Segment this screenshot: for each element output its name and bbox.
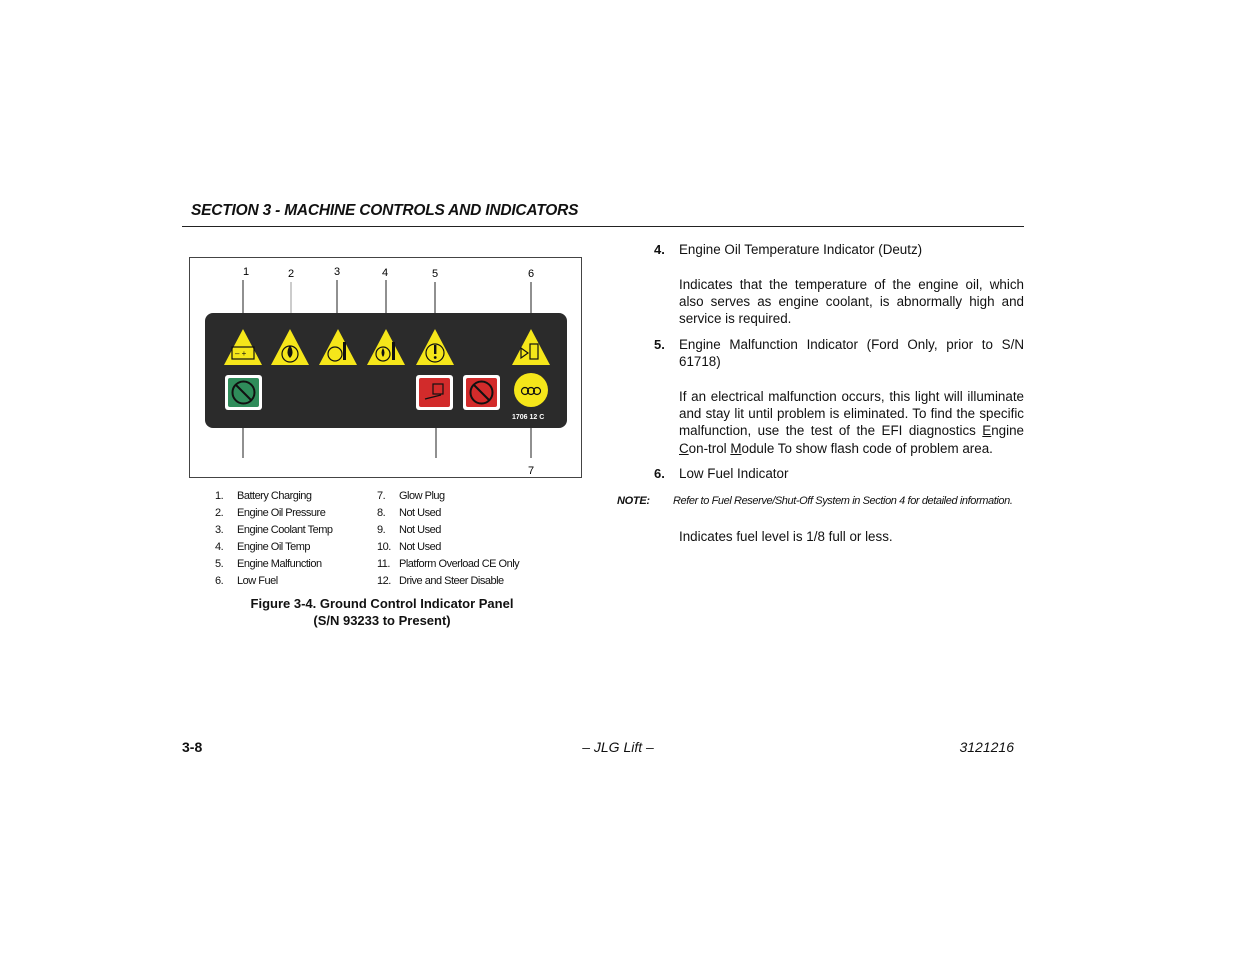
section-title: SECTION 3 - MACHINE CONTROLS AND INDICATORS [191,202,579,219]
item-6-number: 6. [654,466,665,481]
callout-3: 3 [334,266,341,278]
item-4-number: 4. [654,242,665,257]
item-5-body: If an electrical malfunction occurs, this light will illuminate and stay lit until problem is eliminated. To find the specific malfunction, use the test of the EFI diagnostics Engine Con-trol Module To show flash code of problem area. [679,389,1024,456]
glow-plug-coil-icon [514,373,548,407]
figure-caption-line2: (S/N 93233 to Present) [313,613,451,628]
legend-item: 7. Glow Plug [377,490,445,502]
indicator-panel-figure [189,257,582,478]
item-6-title: Low Fuel Indicator [679,466,789,481]
header-rule [182,226,1024,227]
panel-part-code: 1706 12 C [512,414,545,421]
drive-steer-disable-icon [463,375,500,410]
figure-caption-line1: Figure 3-4. Ground Control Indicator Panel [250,596,514,611]
callout-7: 7 [528,465,535,477]
callout-2: 2 [288,268,295,280]
item-5-number: 5. [654,337,665,352]
note-text: Refer to Fuel Reserve/Shut-Off System in Section 4 for detailed information. [673,495,1013,507]
legend-left [215,490,332,592]
footer-page-number: 3-8 [182,739,203,755]
note-label: NOTE: [617,495,650,507]
legend-item: 6. Low Fuel [215,575,278,587]
legend-item: 1. Battery Charging [215,490,312,502]
legend-item: 9. Not Used [377,524,441,536]
legend-item: 11. Platform Overload CE Only [377,558,520,570]
footer-center: – JLG Lift – [582,739,654,755]
platform-overload-icon [416,375,453,410]
callout-4: 4 [382,267,389,279]
glow-plug-square-icon [225,375,262,410]
svg-text:– +: – + [235,349,247,358]
item-4-title: Engine Oil Temperature Indicator (Deutz) [679,242,923,257]
legend-item: 3. Engine Coolant Temp [215,524,333,536]
legend-item: 2. Engine Oil Pressure [215,507,326,519]
legend-item: 5. Engine Malfunction [215,558,322,570]
item-4-body: Indicates that the temperature of the engine oil, which also serves as engine coolant, is abnormally high and service is required. [679,277,1024,327]
legend-item: 4. Engine Oil Temp [215,541,311,553]
legend-item: 12. Drive and Steer Disable [377,575,504,587]
item-5-title: Engine Malfunction Indicator (Ford Only, prior to S/N 61718) [679,337,1024,370]
legend-item: 8. Not Used [377,507,441,519]
legend-right [377,490,519,592]
callout-5: 5 [432,268,439,280]
item-6-body: Indicates fuel level is 1/8 full or less. [679,529,893,544]
legend-item: 10. Not Used [377,541,441,553]
callout-6: 6 [528,268,535,280]
footer-doc-number: 3121216 [959,739,1014,755]
callout-1: 1 [243,266,250,278]
